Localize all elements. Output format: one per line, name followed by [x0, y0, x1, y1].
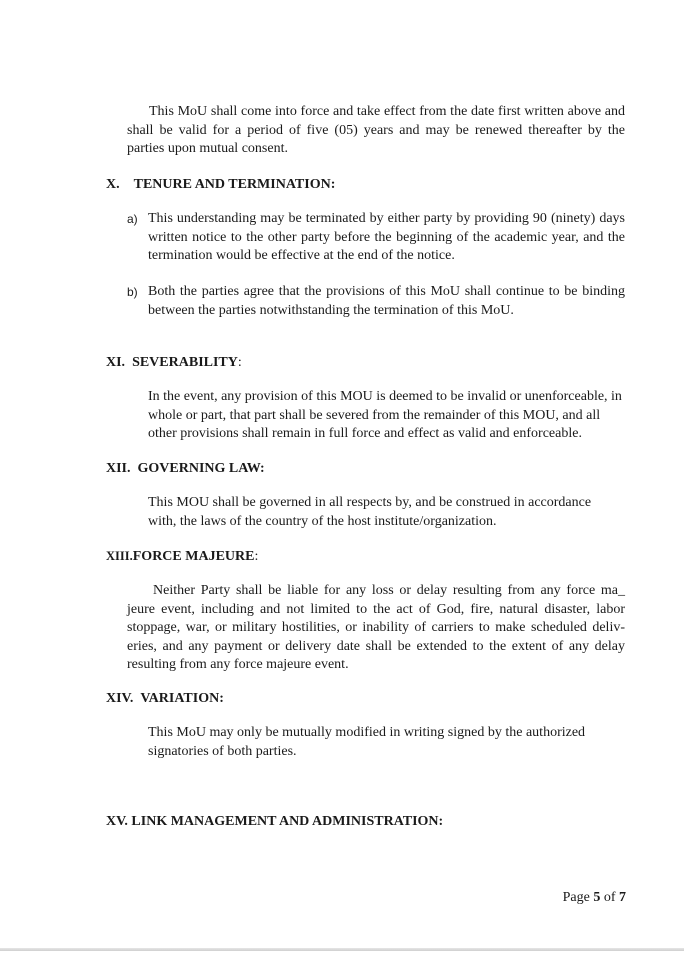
list-item-text: Both the parties agree that the provisions of this MoU shall continue to be binding between the parties notwithstanding the termination of this MoU.: [148, 284, 625, 318]
section-number: X.: [106, 177, 120, 192]
section-heading-governing-law: [106, 460, 265, 478]
page-of-word: of: [603, 890, 616, 905]
section-number: XIV.: [106, 691, 134, 706]
page-current: 5: [593, 890, 601, 905]
section-heading-force-majeure: [106, 547, 258, 566]
section-number: XV.: [106, 814, 128, 829]
list-item-text: This understanding may be terminated by either party by providing 90 (ninety) days written notice to the other party before the beginning of the academic year, and the termination would be effective at the end of the notice.: [148, 211, 625, 263]
section-title: LINK MANAGEMENT AND ADMINISTRATION:: [131, 814, 444, 829]
list-marker: a): [127, 212, 138, 226]
variation-paragraph: This MoU may only be mutually modified in writing signed by the authorized signatories of both parties.: [148, 725, 586, 759]
section-title: GOVERNING LAW:: [137, 461, 265, 476]
page-bottom-edge: [0, 948, 684, 951]
section-colon: :: [254, 549, 259, 564]
page-number: [563, 890, 626, 906]
force-majeure-paragraph: Neither Party shall be liable for any loss or delay resulting from any force ma_ jeure event, including and not limited to the act of God, fire, natural disaster, labor stoppage, war, or military hostilities, or inability of carriers to make scheduled deliv- eries, and any payment or delivery date shall be extended to the extent of any delay resulting from any force majeure event.: [127, 583, 625, 672]
severability-paragraph: In the event, any provision of this MOU is deemed to be invalid or unenforceable, in whole or part, that part shall be severed from the remainder of this MOU, and all other provisions shall remain in full force and effect as valid and enforceable.: [148, 389, 622, 441]
section-title: SEVERABILITY: [132, 355, 238, 370]
governing-law-paragraph: This MOU shall be governed in all respects by, and be construed in accordance with, the laws of the country of the host institute/organization.: [148, 495, 592, 529]
section-title: TENURE AND TERMINATION:: [133, 177, 336, 192]
section-heading-severability: [106, 354, 242, 372]
list-item: [127, 210, 625, 266]
list-marker: b): [127, 285, 138, 299]
section-number: XI.: [106, 355, 126, 370]
section-title: VARIATION:: [140, 691, 224, 706]
section-heading-variation: [106, 690, 224, 708]
page-total: 7: [619, 890, 626, 905]
section-number: XII.: [106, 461, 131, 476]
section-number: XIII.: [106, 549, 133, 563]
section-colon: :: [237, 355, 242, 370]
section-heading-tenure: [106, 176, 335, 194]
intro-paragraph: This MoU shall come into force and take effect from the date first written above and shall be valid for a period of five (05) years and may be renewed thereafter by the parties upon mutual consent.: [127, 104, 625, 156]
section-heading-link-management: [106, 813, 443, 831]
page-word: Page: [562, 890, 590, 905]
section-title: FORCE MAJEURE: [132, 549, 255, 564]
list-item: [127, 283, 625, 320]
